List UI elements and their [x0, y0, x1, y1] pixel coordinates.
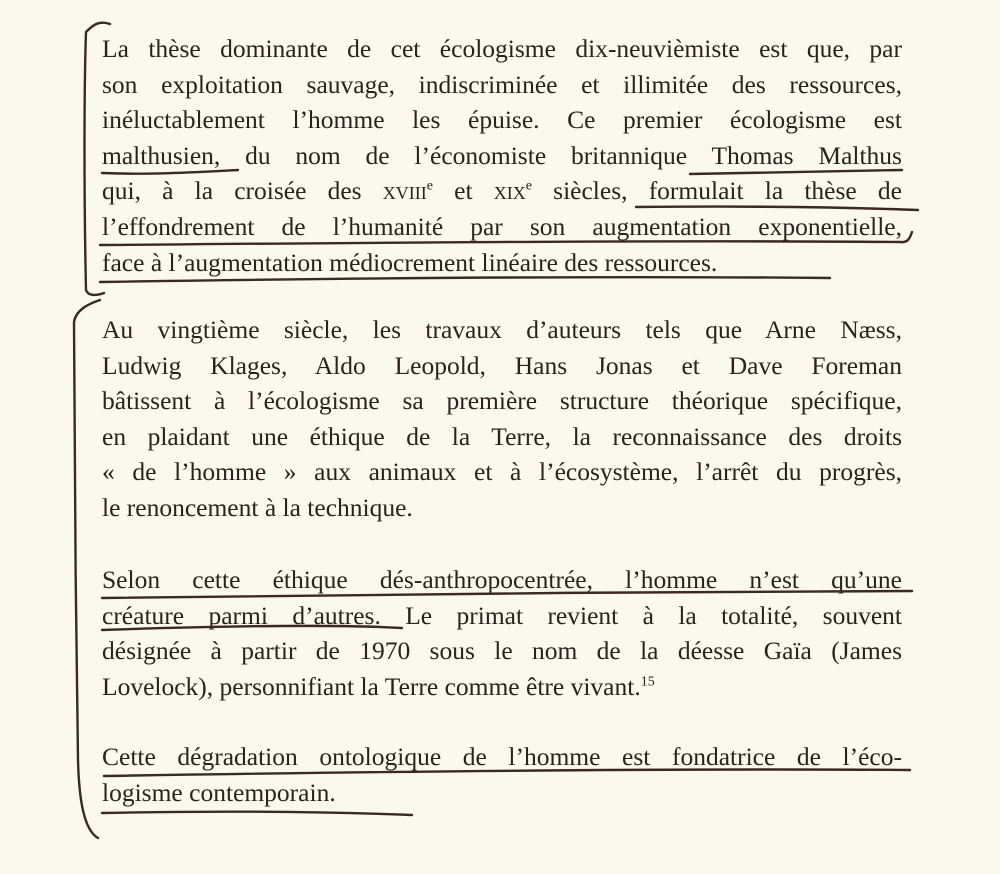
text-line: l’effondrement de l’humanité par son augmentation exponentielle,: [102, 211, 902, 241]
text-line: Cette dégradation ontologique de l’homme est fondatrice de l’éco-: [102, 742, 902, 771]
text-line: son exploitation sauvage, indiscriminée et illimitée des ressources,: [102, 69, 902, 99]
text-line: [102, 598, 902, 634]
text-line: bâtissent à l’écologisme sa première structure théorique spécifique,: [102, 386, 902, 416]
text-line: face à l’augmentation médiocrement linéaire des ressources.: [102, 247, 718, 277]
text-run: Le primat revient à la totalité, souvent: [380, 600, 902, 630]
text-line: le renoncement à la technique.: [102, 492, 413, 522]
text-line: en plaidant une éthique de la Terre, la reconnaissance des droits: [102, 421, 902, 451]
superscript: e: [426, 178, 433, 194]
text-line: désignée à partir de 1970 sous le nom de la déesse Gaïa (James: [102, 636, 902, 666]
text-line: Ludwig Klages, Aldo Leopold, Hans Jonas et Dave Foreman: [102, 350, 902, 380]
bracket-mark: [74, 300, 100, 838]
footnote-marker: 15: [640, 674, 655, 690]
century-numeral: xix: [493, 176, 526, 206]
text-line: « de l’homme » aux animaux et à l’écosystème, l’arrêt du progrès,: [102, 457, 902, 487]
underlined-name: Thomas Malthus: [711, 140, 902, 170]
text-line: logisme contemporain.: [102, 777, 336, 807]
text-run: et: [432, 176, 494, 206]
text-line: [102, 138, 902, 174]
underlined-phrase: créature parmi d’autres.: [102, 600, 381, 630]
underlined-phrase: formulait la thèse de: [648, 176, 902, 206]
underlined-term: malthusien: [102, 140, 214, 170]
underline-mark: [102, 812, 412, 815]
text-run: Lovelock), personnifiant la Terre comme être vivant.: [102, 671, 641, 701]
text-run: qui, à la croisée des: [102, 176, 383, 206]
text-run: siècles,: [531, 176, 649, 206]
text-line: Selon cette éthique dés-anthropocentrée, l’homme n’est qu’une: [102, 565, 902, 594]
century-numeral: xviii: [382, 176, 427, 206]
text-line: inéluctablement l’homme les épuise. Ce premier écologisme est: [102, 105, 902, 135]
paragraph-gaia: [102, 562, 902, 704]
paragraph-malthus: [102, 31, 902, 280]
text-run: , du nom de l’économiste britannique: [213, 140, 712, 170]
superscript: e: [525, 178, 532, 194]
paragraph-twentieth-century: [102, 312, 902, 526]
text-line: Au vingtième siècle, les travaux d’auteurs tels que Arne Næss,: [102, 315, 902, 344]
paragraph-conclusion: [102, 739, 902, 810]
text-line: [102, 669, 902, 705]
text-line: La thèse dominante de cet écologisme dix-neuvièmiste est que, par: [102, 34, 902, 63]
text-line: [102, 173, 902, 209]
